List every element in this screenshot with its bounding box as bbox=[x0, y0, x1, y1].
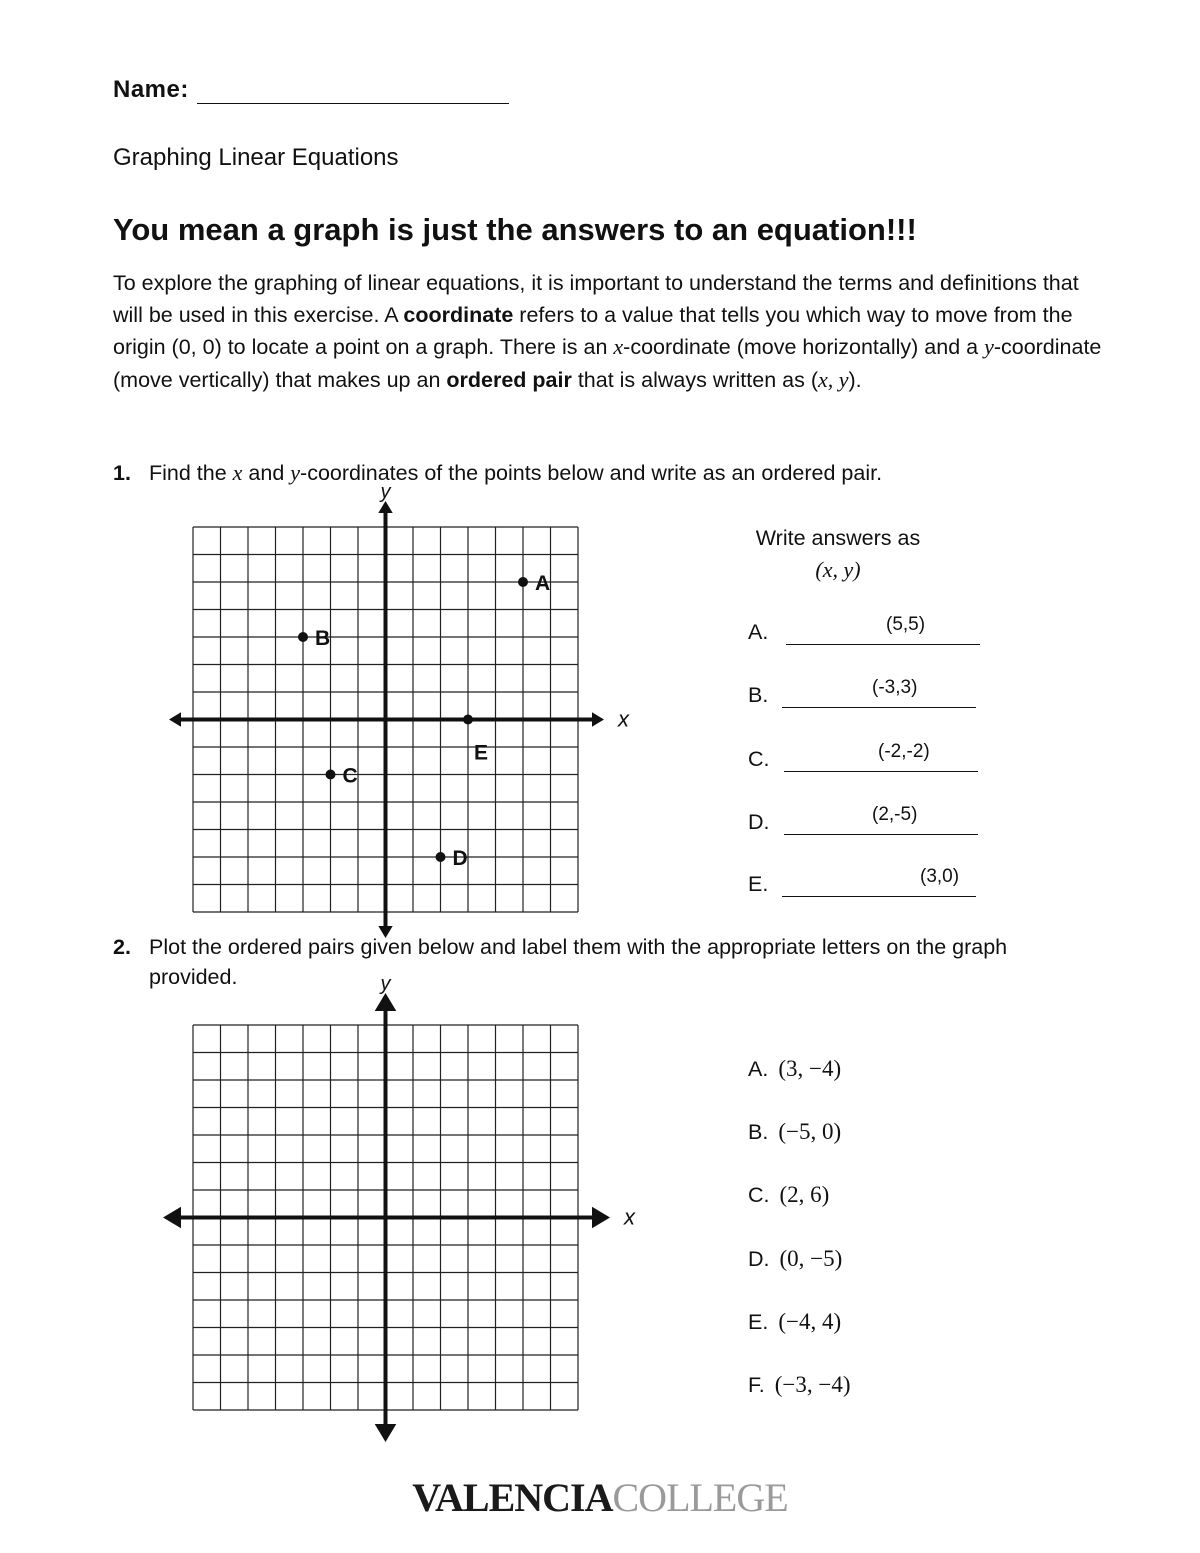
name-label: Name: bbox=[113, 76, 189, 103]
answer-label: E. bbox=[748, 872, 769, 896]
graph-1 bbox=[160, 481, 630, 945]
point-label-C: C bbox=[342, 764, 358, 788]
name-field[interactable] bbox=[197, 77, 509, 104]
intro-paragraph: To explore the graphing of linear equations, it is important to understand the terms and definitions that will be used in this exercise. A coordinate refers to a value that tells you which way to move from the origin (0, 0) to locate a point on a graph. There is an x-coordinate (move horizontally) and a y-coordinate (move vertically) that makes up an ordered pair that is always written as (x, y). bbox=[113, 271, 1102, 392]
ordered-pair-label: D. bbox=[748, 1247, 770, 1271]
answer-label: B. bbox=[748, 683, 769, 707]
ordered-pair-item bbox=[748, 1309, 841, 1335]
ordered-pair-item bbox=[748, 1119, 841, 1145]
point-label-A: A bbox=[535, 572, 551, 595]
point-label-B: B bbox=[315, 627, 331, 650]
ordered-pair-value: (2, 6) bbox=[779, 1182, 830, 1207]
ordered-pair-label: B. bbox=[748, 1120, 769, 1144]
y-axis-arrow-down bbox=[375, 1424, 397, 1442]
point-E bbox=[463, 715, 473, 725]
answer-row bbox=[748, 614, 988, 650]
answer-value: (2,-5) bbox=[872, 804, 918, 825]
question-2-text: Plot the ordered pairs given below and label them with the appropriate letters on the graph provided. bbox=[149, 935, 1008, 989]
x-axis-label: x bbox=[624, 1204, 635, 1230]
x-axis-label: x bbox=[618, 706, 629, 732]
ordered-pair-label: A. bbox=[748, 1057, 769, 1081]
answer-row bbox=[748, 866, 988, 902]
ordered-pair-item bbox=[748, 1246, 842, 1272]
x-axis-arrow-left bbox=[169, 712, 181, 726]
worksheet-subtitle: Graphing Linear Equations bbox=[113, 144, 399, 171]
ordered-pair-value: (0, −5) bbox=[779, 1246, 843, 1271]
ordered-pair-item bbox=[748, 1056, 841, 1082]
ordered-pair-value: (3, −4) bbox=[778, 1056, 842, 1081]
y-axis-label: y bbox=[380, 973, 391, 995]
point-label-D: D bbox=[452, 847, 468, 870]
answer-label: D. bbox=[748, 810, 770, 834]
point-label-E: E bbox=[474, 741, 489, 765]
answer-label: C. bbox=[748, 747, 770, 771]
x-axis-arrow-left bbox=[163, 1207, 181, 1229]
graph-2[interactable] bbox=[160, 973, 635, 1440]
worksheet-heading: You mean a graph is just the answers to an equation!!! bbox=[113, 212, 917, 247]
answer-value: (3,0) bbox=[920, 866, 960, 887]
question-2-number: 2. bbox=[113, 935, 131, 959]
ordered-pair-item bbox=[748, 1372, 851, 1398]
point-C bbox=[326, 770, 336, 780]
answer-value: (5,5) bbox=[886, 614, 926, 635]
point-A bbox=[518, 577, 528, 587]
ordered-pair-value: (−5, 0) bbox=[778, 1119, 842, 1144]
ordered-pair-label: C. bbox=[748, 1183, 770, 1207]
x-axis-arrow-right bbox=[592, 712, 604, 726]
question-1-number: 1. bbox=[113, 461, 131, 485]
y-axis-arrow-up bbox=[375, 993, 397, 1011]
ordered-pair-item bbox=[748, 1182, 829, 1208]
question-1 bbox=[113, 458, 1093, 488]
answer-label: A. bbox=[748, 620, 769, 644]
valencia-college-logo: VALENCIACOLLEGE bbox=[412, 1475, 788, 1520]
term-ordered-pair: ordered pair bbox=[446, 367, 572, 392]
term-coordinate: coordinate bbox=[403, 302, 514, 327]
answer-value: (-2,-2) bbox=[878, 741, 930, 762]
answer-field[interactable] bbox=[786, 620, 980, 645]
ordered-pair-value: (−3, −4) bbox=[774, 1372, 851, 1397]
answer-value: (-3,3) bbox=[872, 677, 918, 698]
point-D bbox=[436, 852, 446, 862]
x-axis-arrow-right bbox=[592, 1207, 610, 1229]
answer-format-note: Write answers as (x, y) bbox=[755, 526, 921, 582]
ordered-pair-value: (−4, 4) bbox=[778, 1309, 842, 1334]
name-row bbox=[113, 76, 509, 104]
answer-row bbox=[748, 804, 988, 840]
y-axis-label: y bbox=[380, 481, 391, 503]
ordered-pair-label: F. bbox=[748, 1373, 765, 1397]
answer-row bbox=[748, 741, 988, 777]
question-1-text: Find the x and y-coordinates of the points below and write as an ordered pair. bbox=[149, 460, 883, 485]
ordered-pair-label: E. bbox=[748, 1310, 769, 1334]
point-B bbox=[298, 632, 308, 642]
answer-row bbox=[748, 677, 988, 713]
